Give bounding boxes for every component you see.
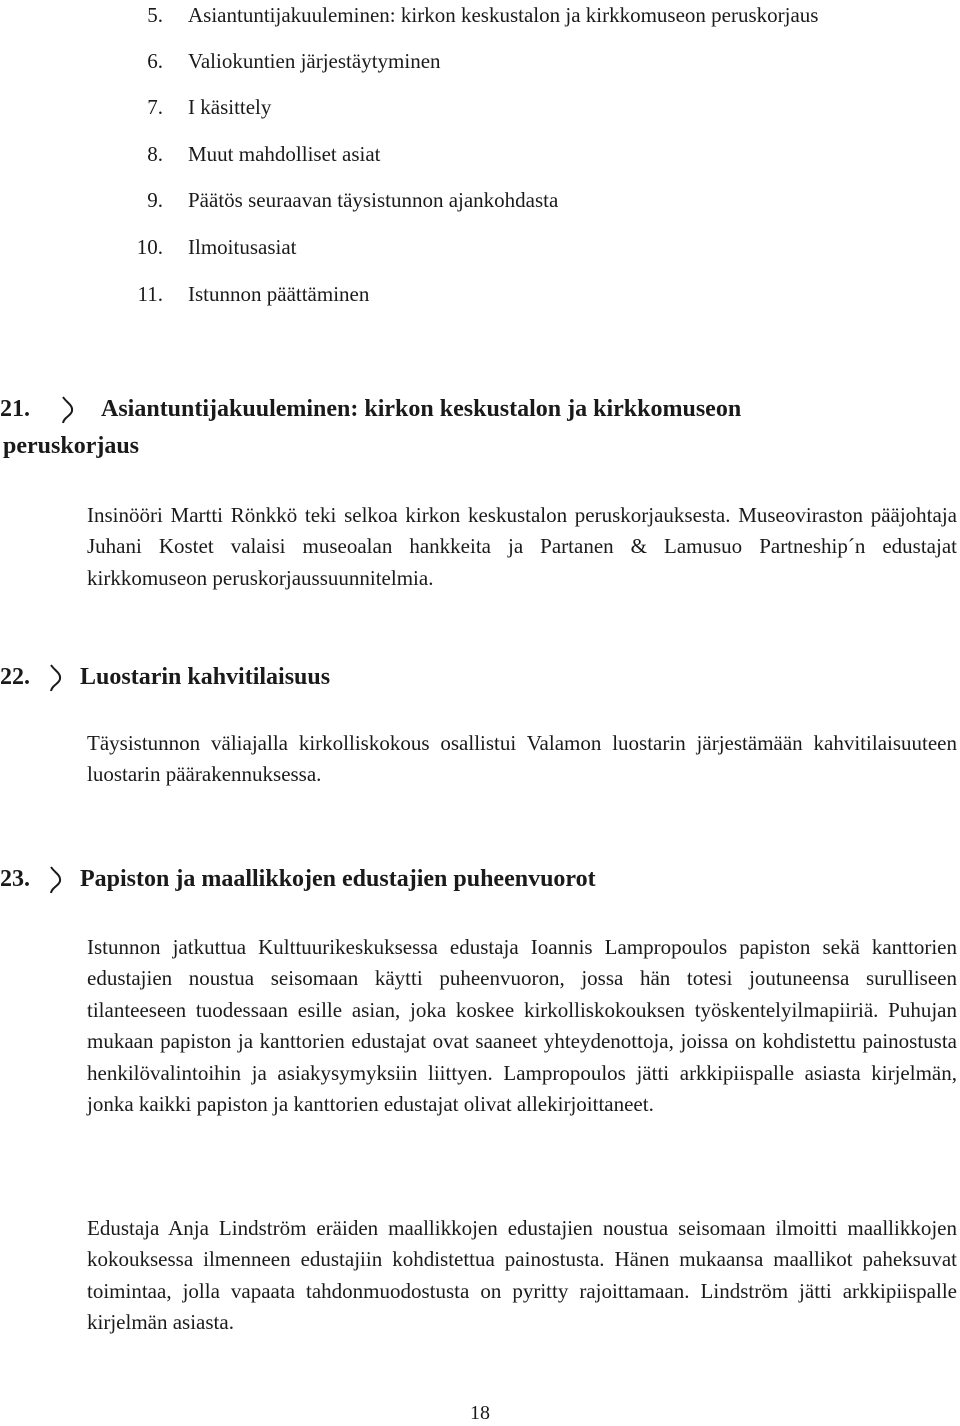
agenda-item-number: 10.	[136, 235, 163, 259]
agenda-item-text: Päätös seuraavan täysistunnon ajankohdasta	[188, 188, 559, 212]
agenda-item-text: Muut mahdolliset asiat	[188, 142, 381, 166]
agenda-item-text: Istunnon päättäminen	[188, 282, 370, 306]
section-sign-icon	[48, 865, 64, 895]
agenda-item-9	[0, 185, 960, 215]
section-paragraph: Täysistunnon väliajalla kirkolliskokous osallistui Valamon luostarin järjestämään kahvitilaisuuteen luostarin päärakennuksessa.	[87, 731, 957, 787]
agenda-item-text: I käsittely	[188, 95, 272, 119]
agenda-item-11	[0, 279, 960, 309]
agenda-item-7	[0, 92, 960, 122]
agenda-item-number: 5.	[147, 3, 163, 27]
section-sign-icon	[60, 395, 76, 425]
agenda-item-number: 8.	[147, 142, 163, 166]
section-sign-icon	[48, 663, 64, 693]
agenda-item-10	[0, 232, 960, 262]
agenda-item-number: 11.	[137, 282, 163, 306]
section-title-line: peruskorjaus	[3, 433, 140, 459]
section-title: Papiston ja maallikkojen edustajien puheenvuorot	[80, 866, 596, 892]
agenda-item-8	[0, 139, 960, 169]
agenda-item-number: 7.	[147, 95, 163, 119]
section-number: 21.	[0, 396, 30, 422]
agenda-item-5	[0, 0, 960, 30]
agenda-item-6	[0, 46, 960, 76]
section-paragraph: Insinööri Martti Rönkkö teki selkoa kirkon keskustalon peruskorjauksesta. Museoviraston pääjohtaja Juhani Kostet valaisi museoalan hankkeita ja Partanen & Lamusuo Partneship´n edustajat kirkkomuseon peruskorjaussuunnitelmia.	[87, 503, 957, 590]
agenda-item-text: Ilmoitusasiat	[188, 235, 297, 259]
section-number: 22.	[0, 664, 30, 690]
section-paragraph: Istunnon jatkuttua Kulttuurikeskuksessa edustaja Ioannis Lampropoulos papiston sekä kanttorien edustajien noustua seisomaan käytti puheenvuoron, jossa hän totesi joutuneensa surulliseen tilanteeseen tuodessaan esille asian, joka koskee kirkolliskokouksen työskentelyilmapiiriä. Puhujan mukaan papiston ja kanttorien edustajat ovat saaneet yhteydenottoja, joissa on kohdistettu painostusta henkilövalintoihin ja asiakysymyksiin liittyen. Lampropoulos jätti arkkipiispalle asiasta kirjelmän, jonka kaikki papiston ja kanttorien edustajat olivat allekirjoittaneet.	[87, 935, 957, 1117]
section-number: 23.	[0, 866, 30, 892]
agenda-item-text: Valiokuntien järjestäytyminen	[188, 49, 441, 73]
section-title-line: Asiantuntijakuuleminen: kirkon keskustalon ja kirkkomuseon	[101, 396, 742, 422]
page-number: 18	[470, 1402, 490, 1424]
agenda-item-number: 6.	[147, 49, 163, 73]
section-title: Luostarin kahvitilaisuus	[80, 664, 331, 690]
section-paragraph: Edustaja Anja Lindström eräiden maallikkojen edustajien noustua seisomaan ilmoitti maallikkojen kokouksessa ilmenneen edustajiin kohdistettua painostusta. Hänen mukaansa maallikot paheksuvat toimintaa, jolla vapaata tahdonmuodostusta on pyritty rajoittamaan. Lindström jätti arkkipiispalle kirjelmän asiasta.	[87, 1216, 957, 1335]
agenda-item-text: Asiantuntijakuuleminen: kirkon keskustalon ja kirkkomuseon peruskorjaus	[188, 3, 819, 27]
agenda-item-number: 9.	[147, 188, 163, 212]
